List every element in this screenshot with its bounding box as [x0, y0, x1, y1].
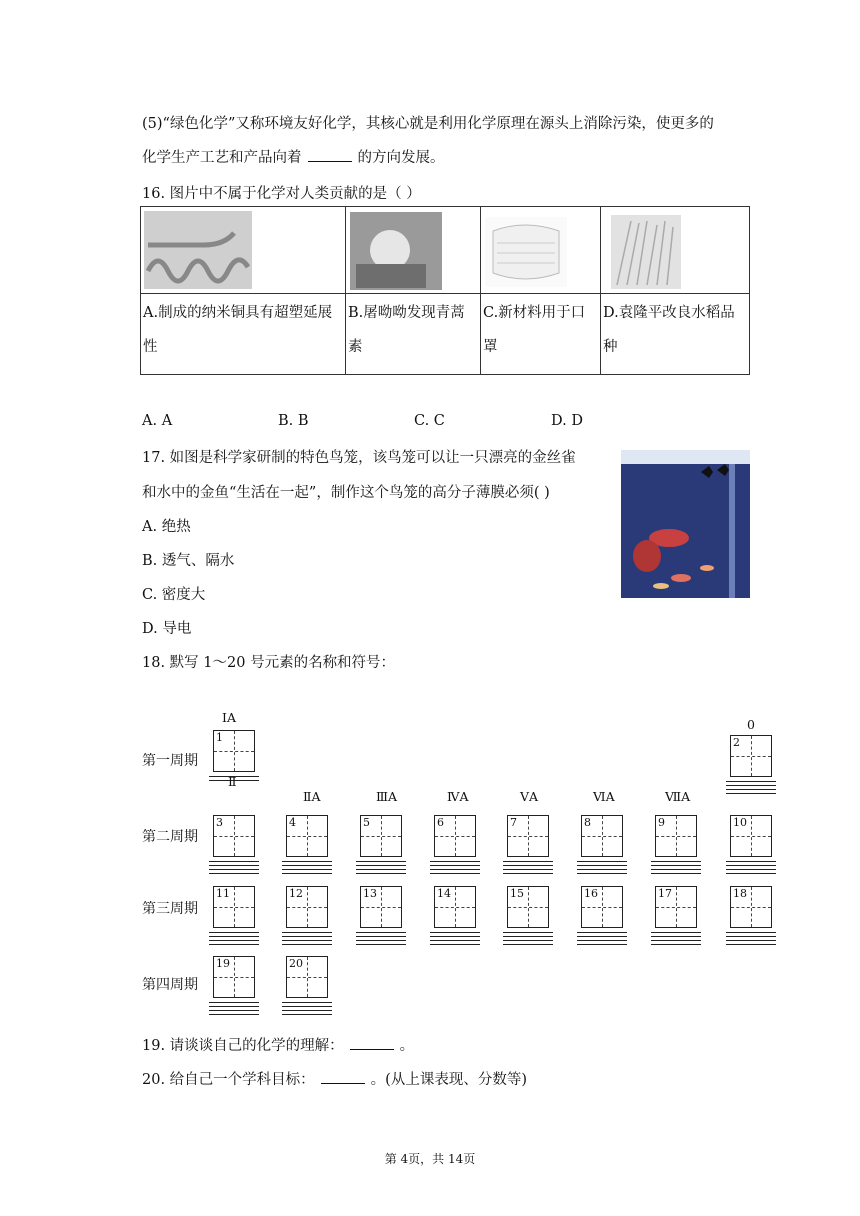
writing-line	[651, 873, 701, 874]
writing-line	[209, 1010, 259, 1011]
element-cell-8[interactable]	[581, 815, 623, 857]
group-label-1a: ⅠA	[222, 710, 236, 725]
answer-lines[interactable]	[726, 932, 776, 946]
cell-divider	[287, 907, 327, 908]
writing-line	[651, 944, 701, 945]
writing-line	[577, 861, 627, 862]
answer-lines[interactable]	[503, 932, 553, 946]
cell-divider	[656, 836, 696, 837]
answer-lines[interactable]	[209, 1002, 259, 1016]
writing-line	[503, 944, 553, 945]
option-b-desc: B.屠呦呦发现青蒿素	[346, 294, 481, 375]
writing-line	[726, 936, 776, 937]
writing-line	[577, 873, 627, 874]
atomic-number: 17	[658, 887, 672, 900]
writing-line	[209, 780, 259, 781]
answer-lines[interactable]	[726, 781, 776, 795]
cell-divider	[508, 836, 548, 837]
writing-line	[651, 861, 701, 862]
group-label-2a: ⅡA	[303, 789, 321, 804]
atomic-number: 1	[216, 731, 223, 744]
writing-line	[577, 869, 627, 870]
cell-divider	[361, 836, 401, 837]
writing-line	[282, 944, 332, 945]
answer-lines[interactable]	[577, 861, 627, 875]
writing-line	[430, 944, 480, 945]
answer-lines[interactable]	[282, 1002, 332, 1016]
atomic-number: 6	[437, 816, 444, 829]
period-label-4: 第四周期	[142, 977, 198, 993]
atomic-number: 2	[733, 736, 740, 749]
group-label-5a: ⅤA	[520, 789, 539, 804]
writing-line	[430, 861, 480, 862]
atomic-number: 15	[510, 887, 524, 900]
group-label-2: Ⅱ	[228, 774, 237, 789]
image-cell-c	[481, 207, 601, 294]
cell-divider	[435, 907, 475, 908]
writing-line	[726, 793, 776, 794]
writing-line	[356, 865, 406, 866]
writing-line	[209, 1006, 259, 1007]
q17-stem-line2: 和水中的金鱼“生活在一起”，制作这个鸟笼的高分子薄膜必须( )	[142, 485, 550, 501]
writing-line	[282, 1014, 332, 1015]
option-c-desc: C.新材料用于口罩	[481, 294, 601, 375]
writing-line	[282, 873, 332, 874]
rice-paddy-image	[611, 215, 681, 289]
q20-answer-blank[interactable]	[321, 1071, 365, 1084]
writing-line	[209, 944, 259, 945]
writing-line	[726, 932, 776, 933]
q19-text: 19. 请谈谈自己的化学的理解：	[142, 1038, 344, 1054]
element-cell-19[interactable]	[213, 956, 255, 998]
q15-5-line1: (5)“绿色化学”又称环境友好化学，其核心就是利用化学原理在源头上消除污染，使更多的	[142, 116, 714, 132]
element-cell-13[interactable]	[360, 886, 402, 928]
writing-line	[282, 861, 332, 862]
atomic-number: 14	[437, 887, 451, 900]
element-cell-1[interactable]	[213, 730, 255, 772]
q15-5-text-b: 的方向发展。	[357, 150, 445, 166]
answer-lines[interactable]	[651, 932, 701, 946]
writing-line	[503, 936, 553, 937]
answer-lines[interactable]	[356, 932, 406, 946]
q17-option-b[interactable]: B. 透气、隔水	[142, 553, 235, 569]
writing-line	[430, 932, 480, 933]
image-cell-b	[346, 207, 481, 294]
answer-lines[interactable]	[430, 861, 480, 875]
writing-line	[726, 873, 776, 874]
group-label-7a: ⅦA	[665, 789, 691, 804]
cell-divider	[214, 751, 254, 752]
group-label-4a: ⅣA	[447, 789, 469, 804]
element-cell-2[interactable]	[730, 735, 772, 777]
writing-line	[282, 1006, 332, 1007]
writing-line	[356, 940, 406, 941]
cell-divider	[287, 836, 327, 837]
writing-line	[356, 869, 406, 870]
atomic-number: 4	[289, 816, 296, 829]
writing-line	[503, 861, 553, 862]
element-cell-7[interactable]	[507, 815, 549, 857]
cell-divider	[435, 836, 475, 837]
wave-pattern-icon	[144, 211, 252, 289]
writing-line	[503, 865, 553, 866]
writing-line	[282, 1002, 332, 1003]
writing-line	[651, 940, 701, 941]
writing-line	[209, 1014, 259, 1015]
period-label-3: 第三周期	[142, 901, 198, 917]
answer-lines[interactable]	[651, 861, 701, 875]
writing-line	[503, 940, 553, 941]
cell-divider	[508, 907, 548, 908]
writing-line	[356, 873, 406, 874]
element-cell-5[interactable]	[360, 815, 402, 857]
atomic-number: 11	[216, 887, 230, 900]
element-cell-9[interactable]	[655, 815, 697, 857]
atomic-number: 18	[733, 887, 747, 900]
q19-answer-blank[interactable]	[350, 1037, 394, 1050]
atomic-number: 13	[363, 887, 377, 900]
atomic-number: 10	[733, 816, 747, 829]
writing-line	[503, 873, 553, 874]
writing-line	[577, 932, 627, 933]
answer-lines[interactable]	[577, 932, 627, 946]
atomic-number: 16	[584, 887, 598, 900]
writing-line	[577, 936, 627, 937]
writing-line	[651, 932, 701, 933]
writing-line	[356, 932, 406, 933]
answer-lines[interactable]	[430, 932, 480, 946]
writing-line	[282, 932, 332, 933]
answer-lines[interactable]	[503, 861, 553, 875]
answer-lines[interactable]	[209, 776, 259, 790]
element-cell-16[interactable]	[581, 886, 623, 928]
writing-line	[430, 873, 480, 874]
writing-line	[356, 936, 406, 937]
writing-line	[577, 944, 627, 945]
nano-copper-image	[144, 211, 252, 289]
q15-5-text-a: 化学生产工艺和产品向着	[142, 150, 302, 166]
group-label-0: 0	[747, 717, 755, 732]
q17-option-d[interactable]: D. 导电	[142, 621, 192, 637]
q20-text: 20. 给自己一个学科目标：	[142, 1072, 315, 1088]
atomic-number: 8	[584, 816, 591, 829]
image-cell-a	[141, 207, 346, 294]
writing-line	[282, 869, 332, 870]
writing-line	[209, 940, 259, 941]
q20-tail: 。(从上课表现、分数等)	[370, 1072, 527, 1088]
element-cell-6[interactable]	[434, 815, 476, 857]
period-label-1: 第一周期	[142, 753, 198, 769]
q16-option-d[interactable]: D. D	[551, 413, 583, 429]
atomic-number: 20	[289, 957, 303, 970]
q16-stem: 16. 图片中不属于化学对人类贡献的是（ ）	[142, 186, 421, 202]
answer-lines[interactable]	[356, 861, 406, 875]
q19-tail: 。	[399, 1038, 415, 1054]
element-cell-18[interactable]	[730, 886, 772, 928]
q19-line	[142, 1034, 414, 1055]
answer-blank[interactable]	[308, 149, 352, 162]
writing-line	[209, 861, 259, 862]
atomic-number: 7	[510, 816, 517, 829]
writing-line	[726, 944, 776, 945]
atomic-number: 5	[363, 816, 370, 829]
cell-divider	[731, 756, 771, 757]
writing-line	[726, 869, 776, 870]
element-cell-10[interactable]	[730, 815, 772, 857]
writing-line	[726, 781, 776, 782]
writing-line	[356, 944, 406, 945]
element-cell-17[interactable]	[655, 886, 697, 928]
cell-divider	[656, 907, 696, 908]
writing-line	[430, 869, 480, 870]
q18-stem: 18. 默写 1～20 号元素的名称和符号：	[142, 655, 396, 671]
writing-line	[282, 865, 332, 866]
birdcage-aquarium-photo	[621, 450, 750, 598]
group-label-3a: ⅢA	[376, 789, 398, 804]
writing-line	[356, 861, 406, 862]
element-cell-15[interactable]	[507, 886, 549, 928]
atomic-number: 12	[289, 887, 303, 900]
writing-line	[726, 865, 776, 866]
answer-lines[interactable]	[209, 932, 259, 946]
element-cell-3[interactable]	[213, 815, 255, 857]
atomic-number: 3	[216, 816, 223, 829]
element-cell-20[interactable]	[286, 956, 328, 998]
writing-line	[651, 936, 701, 937]
q17-option-c[interactable]: C. 密度大	[142, 587, 206, 603]
period-label-2: 第二周期	[142, 829, 198, 845]
writing-line	[726, 789, 776, 790]
q17-stem-line1: 17. 如图是科学家研制的特色鸟笼，该鸟笼可以让一只漂亮的金丝雀	[142, 450, 576, 466]
writing-line	[651, 869, 701, 870]
q17-option-a[interactable]: A. 绝热	[142, 519, 191, 535]
atomic-number: 9	[658, 816, 665, 829]
element-cell-4[interactable]	[286, 815, 328, 857]
cell-divider	[361, 907, 401, 908]
cell-divider	[731, 836, 771, 837]
writing-line	[209, 932, 259, 933]
writing-line	[577, 940, 627, 941]
cell-divider	[214, 836, 254, 837]
answer-lines[interactable]	[282, 932, 332, 946]
option-a-desc: A.制成的纳米铜具有超塑延展性	[141, 294, 346, 375]
q16-table	[140, 206, 750, 375]
writing-line	[503, 932, 553, 933]
writing-line	[209, 865, 259, 866]
tu-youyou-photo	[350, 212, 442, 290]
writing-line	[726, 785, 776, 786]
cell-divider	[731, 907, 771, 908]
cell-divider	[582, 907, 622, 908]
writing-line	[430, 865, 480, 866]
writing-line	[209, 936, 259, 937]
mask-image	[485, 217, 567, 287]
writing-line	[209, 776, 259, 777]
q16-option-b[interactable]: B. B	[278, 413, 309, 429]
answer-lines[interactable]	[282, 861, 332, 875]
writing-line	[503, 869, 553, 870]
group-label-6a: ⅥA	[593, 789, 615, 804]
image-cell-d	[601, 207, 750, 294]
cell-divider	[287, 977, 327, 978]
writing-line	[726, 940, 776, 941]
cell-divider	[582, 836, 622, 837]
writing-line	[282, 940, 332, 941]
writing-line	[577, 865, 627, 866]
writing-line	[282, 936, 332, 937]
q20-line	[142, 1068, 527, 1089]
answer-lines[interactable]	[726, 861, 776, 875]
element-cell-14[interactable]	[434, 886, 476, 928]
answer-lines[interactable]	[209, 861, 259, 875]
cell-divider	[214, 977, 254, 978]
option-d-desc: D.袁隆平改良水稻品种	[601, 294, 750, 375]
writing-line	[209, 869, 259, 870]
page-footer: 第 4页，共 14页	[384, 1152, 476, 1166]
element-cell-12[interactable]	[286, 886, 328, 928]
writing-line	[282, 1010, 332, 1011]
writing-line	[651, 865, 701, 866]
atomic-number: 19	[216, 957, 230, 970]
q15-5-line2	[142, 146, 445, 167]
q16-option-c[interactable]: C. C	[414, 413, 445, 429]
writing-line	[209, 873, 259, 874]
writing-line	[209, 1002, 259, 1003]
cell-divider	[214, 907, 254, 908]
element-cell-11[interactable]	[213, 886, 255, 928]
writing-line	[726, 861, 776, 862]
q16-option-a[interactable]: A. A	[142, 413, 173, 429]
writing-line	[430, 940, 480, 941]
writing-line	[430, 936, 480, 937]
